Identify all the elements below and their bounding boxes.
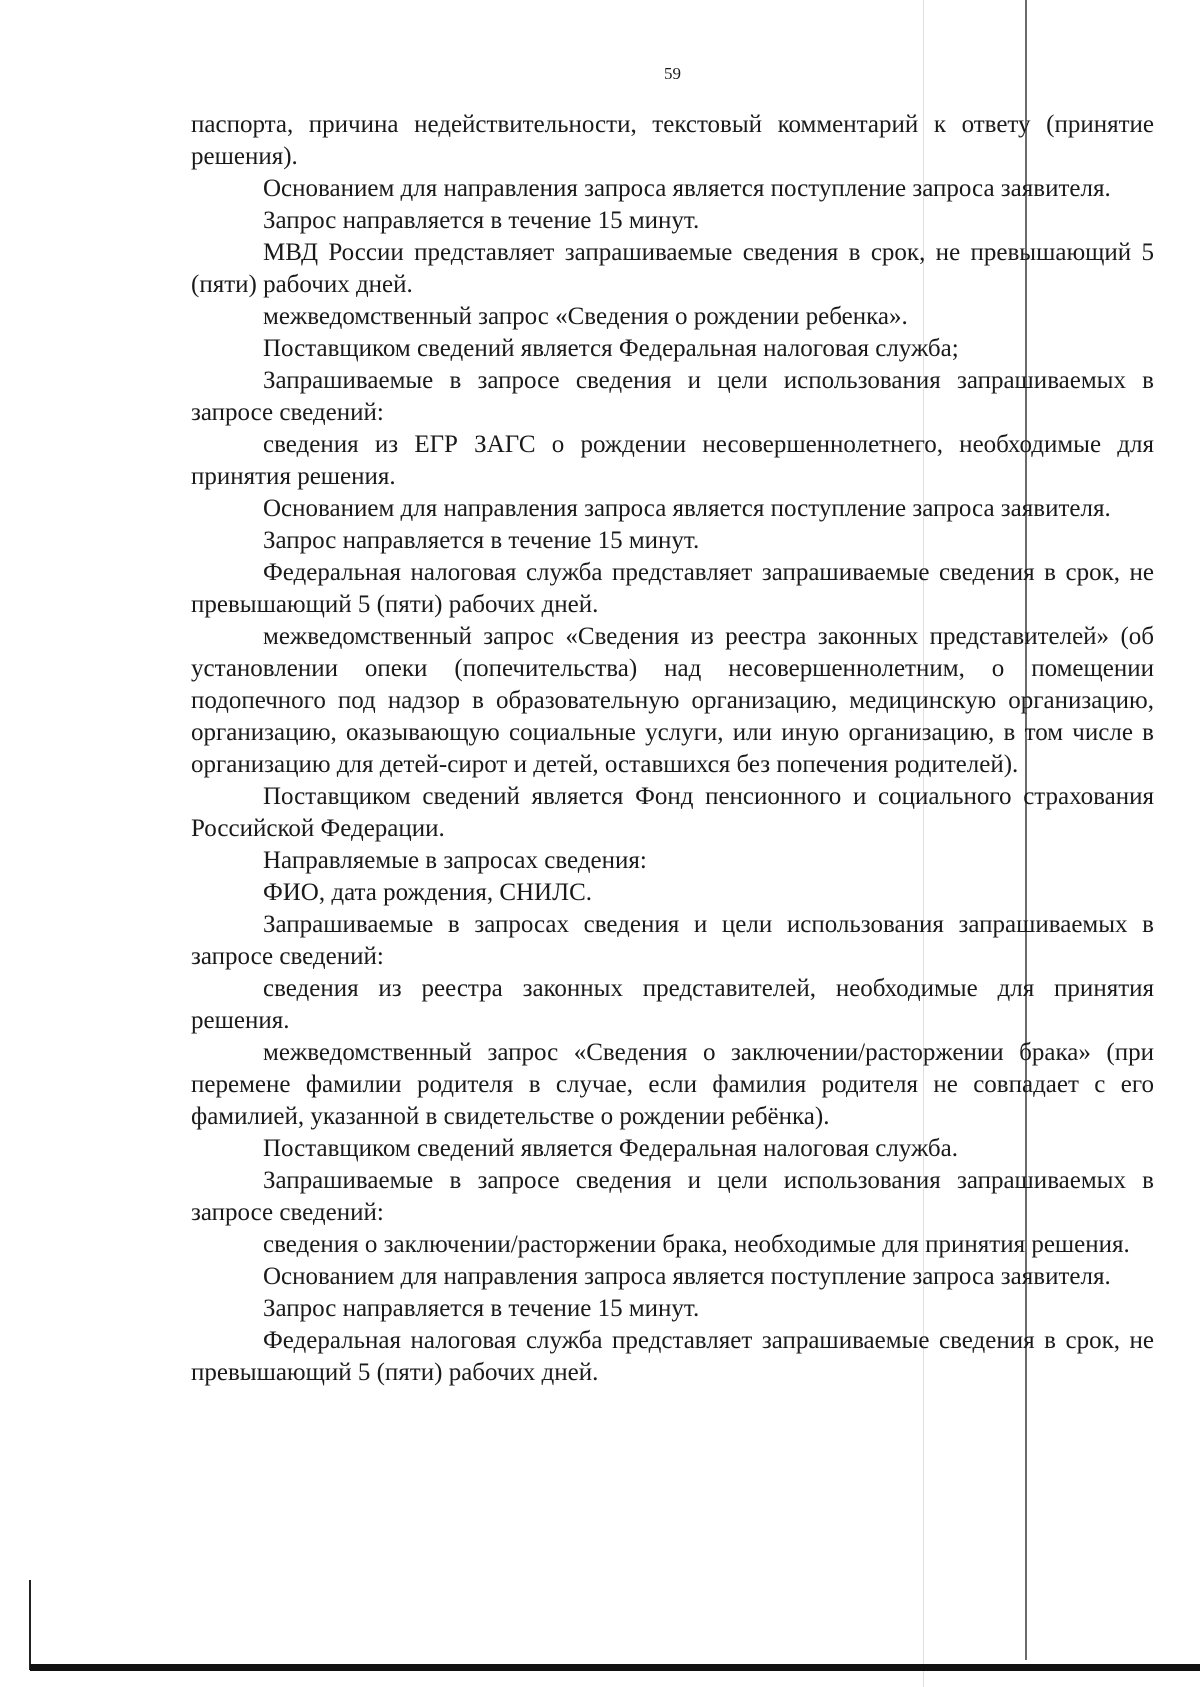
paragraph: Поставщиком сведений является Федеральная налоговая служба. [263, 1135, 958, 1162]
paragraph: межведомственный запрос «Сведения из реестра законных представителей» (об установлении опеки (попечительства) над несовершеннолетним, о помещении подопечного под надзор в образовательную организацию, медицинскую организацию, организацию, оказывающую социальные услуги, или иную организацию, в том числе в организацию для детей-сирот и детей, оставшихся без попечения родителей). [191, 623, 1154, 778]
paragraph: Федеральная налоговая служба представляет запрашиваемые сведения в срок, не превышающий 5 (пяти) рабочих дней. [191, 1327, 1154, 1386]
paragraph: сведения из ЕГР ЗАГС о рождении несовершеннолетнего, необходимые для принятия решения. [191, 431, 1154, 490]
paragraph: Запрашиваемые в запросах сведения и цели использования запрашиваемых в запросе сведений: [191, 911, 1154, 970]
paragraph: Поставщиком сведений является Федеральная налоговая служба; [263, 335, 959, 362]
paragraph: паспорта, причина недействительности, текстовый комментарий к ответу (принятие решения). [191, 111, 1154, 170]
paragraph: Основанием для направления запроса является поступление запроса заявителя. [263, 175, 1111, 202]
paragraph: Запрашиваемые в запросе сведения и цели использования запрашиваемых в запросе сведений: [191, 367, 1154, 426]
paragraph: межведомственный запрос «Сведения о заключении/расторжении брака» (при перемене фамилии родителя в случае, если фамилия родителя не совпадает с его фамилией, указанной в свидетельстве о рождении ребёнка). [191, 1039, 1154, 1130]
paragraph: МВД России представляет запрашиваемые сведения в срок, не превышающий 5 (пяти) рабочих дней. [191, 239, 1154, 298]
paragraph: сведения о заключении/расторжении брака, необходимые для принятия решения. [263, 1231, 1130, 1258]
paragraph: межведомственный запрос «Сведения о рождении ребенка». [263, 303, 908, 330]
paragraph: ФИО, дата рождения, СНИЛС. [263, 879, 592, 906]
page-number: 59 [664, 64, 681, 83]
paragraph: Федеральная налоговая служба представляет запрашиваемые сведения в срок, не превышающий 5 (пяти) рабочих дней. [191, 559, 1154, 618]
paragraph: Поставщиком сведений является Фонд пенсионного и социального страхования Российской Федерации. [191, 783, 1154, 842]
paragraph: Запрос направляется в течение 15 минут. [263, 1295, 700, 1322]
body-text [191, 109, 1154, 1389]
paragraph: Запрос направляется в течение 15 минут. [263, 527, 700, 554]
scan-bottom-edge [30, 1664, 1200, 1671]
paragraph: Основанием для направления запроса является поступление запроса заявителя. [263, 495, 1111, 522]
scan-edge [29, 1580, 31, 1670]
paragraph: Основанием для направления запроса является поступление запроса заявителя. [263, 1263, 1111, 1290]
paragraph: Запрос направляется в течение 15 минут. [263, 207, 700, 234]
paragraph: сведения из реестра законных представителей, необходимые для принятия решения. [191, 975, 1154, 1034]
paragraph: Направляемые в запросах сведения: [263, 847, 647, 874]
paragraph: Запрашиваемые в запросе сведения и цели использования запрашиваемых в запросе сведений: [191, 1167, 1154, 1226]
